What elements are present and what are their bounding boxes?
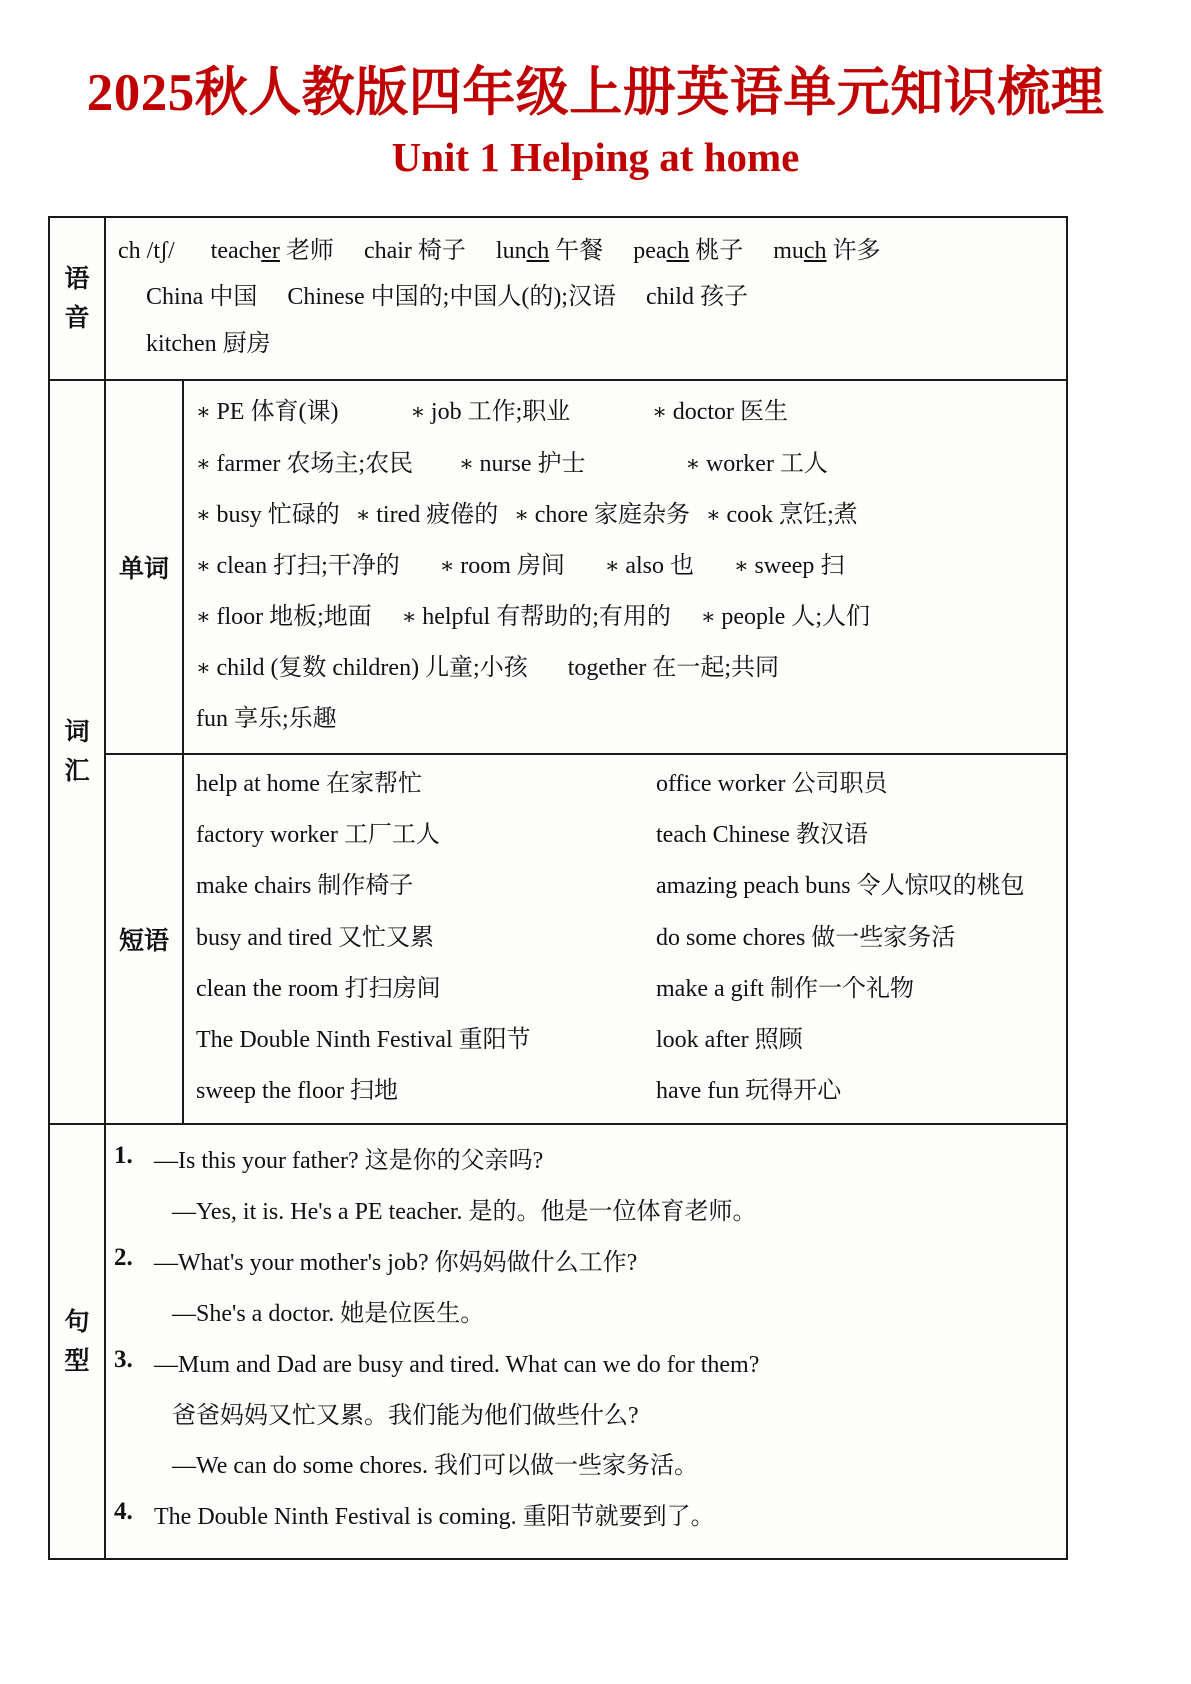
phrase-entry-right [656, 759, 1060, 810]
vocab-zh: 儿童;小孩 [419, 655, 528, 682]
phonics-line [118, 274, 1054, 321]
row-label-vocabulary-text: 词汇 [64, 717, 90, 786]
phonics-word [211, 238, 334, 264]
phrase-entry-left [196, 1066, 656, 1117]
phrase-zh: 玩得开心 [739, 1077, 842, 1104]
sentence-number: 1. [114, 1142, 133, 1169]
sublabel-words-text: 单词 [118, 554, 169, 584]
table-row-phonics [50, 218, 1066, 380]
asterisk-icon: ∗ [705, 501, 727, 527]
phonics-underline: er [261, 237, 280, 264]
phrase-en: help at home [196, 771, 320, 798]
phrase-zh: 重阳节 [452, 1026, 531, 1053]
phrase-zh: 照顾 [748, 1026, 803, 1053]
vocab-en: cook [726, 501, 774, 528]
vocab-entry [440, 541, 565, 592]
phrase-en: clean the room [196, 975, 339, 1002]
vocab-zh: 打扫;干净的 [267, 552, 400, 579]
sentence-line: —What's your mother's job? 你妈妈做什么工作? [154, 1249, 638, 1276]
sentence-item [114, 1137, 1056, 1239]
phrase-entry-left [196, 964, 656, 1015]
vocab-en: together [567, 655, 647, 682]
vocab-en: helpful [422, 603, 491, 630]
asterisk-icon: ∗ [652, 399, 673, 425]
vocab-entry [196, 592, 372, 643]
vocab-entry [410, 387, 570, 438]
vocab-zh: 人;人们 [785, 603, 870, 630]
phonics-word-en: child [645, 284, 694, 311]
sentence-lines [154, 1493, 1056, 1544]
asterisk-icon: ∗ [196, 501, 217, 527]
phrase-zh: 教汉语 [789, 822, 868, 849]
vocab-entry [734, 541, 844, 592]
phonics-content [106, 218, 1066, 380]
phrase-entry-left [196, 913, 656, 964]
asterisk-icon: ∗ [459, 450, 480, 476]
vocab-en: busy [216, 501, 262, 528]
vocab-zh: 享乐;乐趣 [228, 706, 337, 733]
vocab-entry [196, 643, 528, 694]
vocab-en: clean [216, 552, 268, 579]
vocab-zh: 地板;地面 [263, 603, 372, 630]
phonics-word-zh: 老师 [279, 237, 334, 264]
phonics-underline: ch [666, 237, 690, 264]
phrases-content [184, 755, 1066, 1123]
phonics-word-en: chair [363, 237, 412, 264]
sentence-lines [154, 1239, 1056, 1341]
word-line [196, 541, 1056, 592]
row-label-phonics [50, 218, 106, 380]
asterisk-icon: ∗ [514, 501, 535, 527]
vocab-en: sweep [754, 552, 815, 579]
sentence-item [114, 1493, 1056, 1544]
knowledge-table [48, 216, 1068, 1560]
vocab-en: also [625, 552, 664, 579]
phonics-word-en: kitchen [146, 330, 217, 357]
phrase-entry-left [196, 1015, 656, 1066]
row-label-phonics-text: 语音 [64, 263, 90, 332]
phonics-word-en: lunch [495, 237, 550, 264]
vocab-entry [356, 490, 498, 541]
sentence-item [114, 1239, 1056, 1341]
phrase-zh: 公司职员 [785, 771, 888, 798]
sentence-line: —We can do some chores. 我们可以做一些家务活。 [172, 1453, 698, 1480]
phrase-entry-right [656, 1066, 1060, 1117]
vocab-en: people [721, 603, 786, 630]
sublabel-phrases [106, 755, 184, 1123]
word-line [196, 387, 1056, 438]
asterisk-icon: ∗ [196, 450, 217, 476]
sentence-line: The Double Ninth Festival is coming. 重阳节就要到了。 [154, 1504, 715, 1531]
sentence-line: —She's a doctor. 她是位医生。 [172, 1300, 485, 1327]
asterisk-icon: ∗ [685, 450, 706, 476]
vocab-zh: 忙碌的 [261, 501, 340, 528]
phrase-en: teach Chinese [656, 822, 790, 849]
phrase-entry-right [656, 861, 1060, 912]
vocab-entry [514, 490, 690, 541]
phonics-word-en: Chinese [287, 284, 365, 311]
sentence-line: —Yes, it is. He's a PE teacher. 是的。他是一位体育老师。 [172, 1198, 757, 1225]
asterisk-icon: ∗ [401, 603, 423, 629]
vocab-zh: 工作;职业 [461, 399, 571, 426]
phonics-word [287, 284, 616, 310]
phrase-zh: 令人惊叹的桃包 [850, 873, 1025, 900]
phrase-entry-left [196, 810, 656, 861]
sublabel-words [106, 381, 184, 753]
phrase-en: amazing peach buns [656, 873, 851, 900]
phrase-zh: 在家帮忙 [319, 771, 422, 798]
phonics-word [146, 331, 271, 357]
sentence-line: 爸爸妈妈又忙又累。我们能为他们做些什么? [172, 1402, 639, 1429]
word-line [196, 592, 1056, 643]
vocab-en: chore [534, 501, 588, 528]
vocab-en: child (复数 children) [216, 655, 420, 682]
phrase-entry-right [656, 913, 1060, 964]
vocab-zh: 扫 [814, 552, 845, 579]
sublabel-phrases-text: 短语 [118, 926, 169, 956]
phonics-word-zh: 孩子 [693, 284, 748, 311]
phonics-rule: ch /tʃ/ [118, 237, 181, 264]
row-label-vocabulary [50, 381, 106, 1123]
sentence-number: 3. [114, 1345, 133, 1373]
vocab-entry [686, 439, 828, 490]
vocab-zh: 烹饪;煮 [773, 501, 858, 528]
sentence-number: 2. [114, 1243, 133, 1271]
phrase-zh: 制作椅子 [311, 873, 414, 900]
sentence-lines [154, 1137, 1056, 1239]
vocab-zh: 有帮助的;有用的 [490, 603, 671, 630]
asterisk-icon: ∗ [604, 552, 626, 578]
phonics-underline: ch [526, 237, 550, 264]
table-row-vocabulary [50, 379, 1066, 1123]
vocab-en: nurse [479, 450, 532, 477]
words-content [184, 381, 1066, 753]
phonics-word [146, 284, 257, 310]
vocab-entry [605, 541, 694, 592]
phonics-word [496, 238, 603, 264]
vocab-en: floor [216, 603, 264, 630]
phrase-zh: 打扫房间 [338, 975, 441, 1002]
phonics-word [773, 238, 880, 264]
word-line [196, 694, 1056, 745]
phrase-en: have fun [656, 1077, 740, 1104]
vocab-zh: 疲倦的 [420, 501, 499, 528]
asterisk-icon: ∗ [439, 552, 461, 578]
phrase-zh: 扫地 [343, 1077, 398, 1104]
asterisk-icon: ∗ [355, 501, 377, 527]
vocab-zh: 工人 [773, 450, 828, 477]
phrase-entry-right [656, 810, 1060, 861]
vocab-entry [196, 541, 400, 592]
phrase-entry-right [656, 964, 1060, 1015]
asterisk-icon: ∗ [734, 552, 755, 578]
vocab-entry [402, 592, 671, 643]
vocab-en: worker [705, 450, 774, 477]
phrase-en: office worker [656, 771, 786, 798]
vocab-zh: 体育(课) [244, 399, 339, 426]
subrow-words [106, 381, 1066, 753]
page-title-block [0, 0, 1191, 184]
vocab-en: farmer [216, 450, 281, 477]
vocab-zh: 医生 [734, 399, 789, 426]
vocab-zh: 护士 [531, 450, 586, 477]
vocab-zh: 也 [664, 552, 694, 579]
phonics-word-en: teacher [210, 237, 280, 264]
vocab-en: PE [216, 399, 245, 426]
phonics-word [633, 238, 743, 264]
vocab-entry [459, 439, 585, 490]
phonics-word-zh: 许多 [826, 237, 881, 264]
row-label-sentences-text: 句型 [64, 1306, 90, 1375]
phrase-en: make a gift [656, 975, 764, 1002]
phrase-en: factory worker [196, 822, 338, 849]
vocab-entry [706, 490, 858, 541]
vocab-zh: 家庭杂务 [587, 501, 690, 528]
phonics-underline: ch [803, 237, 827, 264]
vocab-en: fun [196, 706, 228, 733]
vocab-entry [568, 643, 779, 694]
vocab-zh: 房间 [510, 552, 565, 579]
vocab-entry [701, 592, 870, 643]
phrase-zh: 又忙又累 [331, 924, 434, 951]
phrase-en: The Double Ninth Festival [196, 1026, 453, 1053]
phrase-zh: 做一些家务活 [805, 924, 956, 951]
vocab-zh: 在一起;共同 [646, 655, 780, 682]
vocab-entry [196, 490, 340, 541]
vocab-en: job [430, 399, 462, 426]
vocab-zh: 农场主;农民 [280, 450, 414, 477]
phonics-word-zh: 桃子 [689, 237, 744, 264]
page-title: 2025秋人教版四年级上册英语单元知识梳理 [86, 64, 1105, 122]
phrase-en: do some chores [656, 924, 806, 951]
phonics-word-en: peach [633, 237, 690, 264]
phrase-zh: 工厂工人 [337, 822, 440, 849]
vocab-en: room [460, 552, 511, 579]
asterisk-icon: ∗ [196, 399, 217, 425]
sentence-item [114, 1341, 1056, 1494]
vocab-entry [196, 387, 338, 438]
phrase-en: busy and tired [196, 924, 332, 951]
phrase-en: sweep the floor [196, 1077, 344, 1104]
vocab-entry [652, 387, 788, 438]
vocab-en: doctor [672, 399, 735, 426]
phonics-word [646, 284, 748, 310]
sentence-lines [154, 1341, 1056, 1494]
sentences-content [106, 1125, 1066, 1558]
asterisk-icon: ∗ [196, 655, 217, 681]
asterisk-icon: ∗ [196, 552, 217, 578]
phonics-line [118, 228, 1054, 275]
page-subtitle: Unit 1 Helping at home [391, 133, 800, 180]
phrase-entry-left [196, 861, 656, 912]
phonics-word [364, 238, 466, 264]
phrase-en: look after [656, 1026, 749, 1053]
sentence-line: —Mum and Dad are busy and tired. What can we do for them? [154, 1351, 760, 1378]
vocabulary-split [106, 381, 1066, 1123]
phrase-en: make chairs [196, 873, 312, 900]
sentence-number: 4. [114, 1498, 133, 1526]
asterisk-icon: ∗ [700, 603, 722, 629]
asterisk-icon: ∗ [196, 603, 217, 629]
vocab-entry [196, 439, 413, 490]
sentence-line: —Is this your father? 这是你的父亲吗? [154, 1148, 544, 1174]
phonics-word-en: much [773, 237, 827, 264]
vocab-en: tired [376, 501, 421, 528]
phonics-word-zh: 椅子 [411, 237, 466, 264]
table-row-sentences [50, 1123, 1066, 1558]
phrase-entry-left [196, 759, 656, 810]
subrow-phrases [106, 753, 1066, 1123]
asterisk-icon: ∗ [410, 399, 431, 425]
phonics-word-zh: 厨房 [216, 330, 271, 357]
vocab-entry [196, 694, 337, 745]
phonics-word-en: China [146, 284, 204, 311]
row-label-sentences [50, 1125, 106, 1558]
phonics-line [118, 321, 1054, 368]
phonics-word-zh: 午餐 [549, 237, 604, 264]
phonics-word-zh: 中国 [203, 284, 258, 311]
word-line [196, 643, 1056, 694]
word-line [196, 490, 1056, 541]
word-line [196, 439, 1056, 490]
phrase-entry-right [656, 1015, 1060, 1066]
phrase-zh: 制作一个礼物 [763, 975, 914, 1002]
phonics-word-zh: 中国的;中国人(的);汉语 [364, 284, 616, 311]
